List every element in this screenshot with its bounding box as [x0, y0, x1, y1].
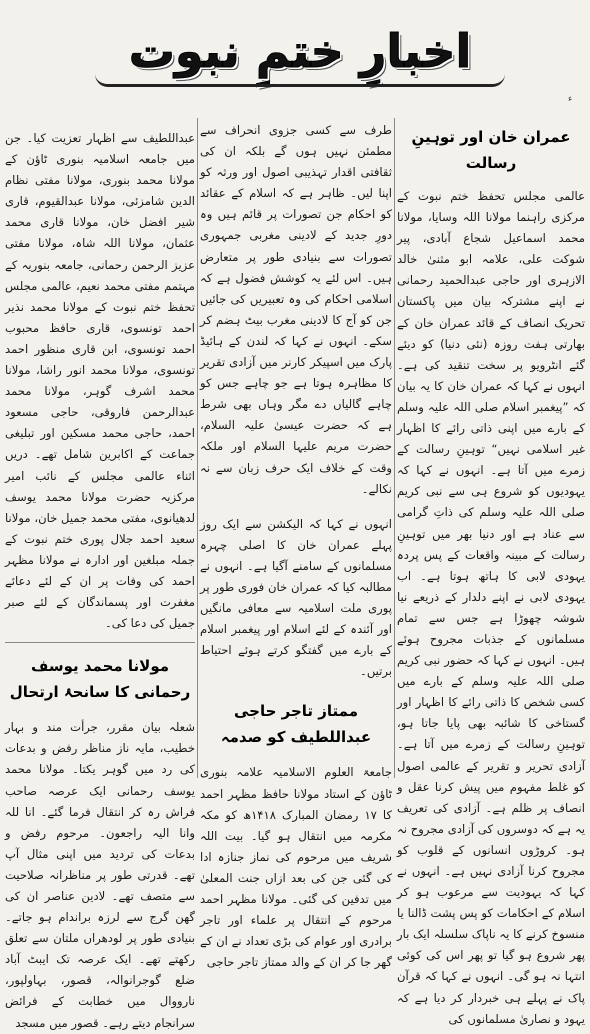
masthead-title: اخبارِ ختمِ نبوت — [128, 24, 472, 78]
column-left — [5, 128, 195, 1030]
article-body: عبداللطیف سے اظہار تعزیت کیا۔ جن میں جامعہ اسلامیہ بنوری ٹاؤن کے مولانا محمد بنوری، مولانا مفتی نظام الدین شامزئی، مولانا عبدالقیوم، قاری شیر افضل خان، مولانا قاری محمد عثمان، مولانا اللہ شاہ، مولانا مفتی عزیز الرحمن رحمانی، جامعہ بنوریہ کے مہتمم مفتی محمد نعیم، عالمی مجلس تحفظ ختم نبوت کے مولانا محمد نذیر احمد تونسوی، قاری حافظ محبوب احمد تونسوی، ابن قاری منظور احمد تونسوی، مولانا محمد انور راشا، مولانا محمد اشرف گوہر، مولانا محمد عبدالرحمن فاروقی، حاجی مسعود احمد، حاجی محمد مسکین اور تبلیغی جماعت کے اکابرین شامل تھے۔ دریں اثناء عالمی مجلس کے نائب امیر مرکزیہ حضرت مولانا محمد یوسف لدھیانوی، مفتی محمد جمیل خان، مولانا سعید احمد جلال پوری ختم نبوت کے جملہ مبلغین اور ادارہ نے مولانا مظہر احمد کی وفات پر ان کے لئے دعائے مغفرت اور پسماندگان کے لئے صبر جمیل کی دعا کی۔ — [5, 131, 195, 631]
page-mark: ء — [568, 94, 573, 104]
column-middle — [200, 120, 392, 970]
article-body: جامعۃ العلوم الاسلامیہ علامہ بنوری ٹاؤن کے استاد مولانا حافظ مظہر احمد کا ۱۷ رمضان المبارک ۱۴۱۸ھ کو مکہ مکرمہ میں انتقال ہو گیا۔ بیت اللہ شریف میں مرحوم کی نماز جنازہ ادا کی گئی جن کی بعد ازاں جنت المعلیٰ میں تدفین کی گئی۔ مولانا مظہر احمد مرحوم کے انتقال پر علماء اور تاجر برادری اور عوام کی بڑی تعداد نے ان کے گھر جا کر ان کے والد ممتاز تاجر حاجی — [200, 765, 392, 970]
masthead-underline — [95, 74, 505, 87]
article-body: طرف سے کسی جزوی انحراف سے مطمئن نہیں ہوں گے بلکہ ان کی ثقافتی اقدار تہذیبی اصول اور ورثہ کو اپنا لیں۔ ظاہر ہے کہ اسلام کے عقائد کو احکام جن تصورات پر قائم ہیں وہ دورِ جدید کے لادینی مغربی جمہوری تصورات سے بنیادی طور پر متعارض ہیں۔ اس لئے یہ کوشش فضول ہے کہ اسلامی احکام کی وہ تعبیریں کی جائیں جن کو آج کا لادینی مغرب بیٹ ہضم کر سکے۔ انہوں نے کہا کہ لندن کے ہائیڈ پارک میں اسپیکر کارنر میں آزادی تقریر کا مظاہرہ ہوتا ہے جو چاہے جس کو چاہے گالیاں دے مگر وہاں بھی شرط ہے کہ حضرت عیسیٰ علیہ السلام، حضرت مریم علیہا السلام اور ملکہ وقت کے خلاف ایک حرف زبان سے نہ نکالے۔ — [200, 123, 392, 496]
section-divider — [5, 642, 195, 643]
article-body: عالمی مجلس تحفظ ختم نبوت کے مرکزی راہنما مولانا اللہ وسایا، مولانا محمد اسماعیل شجاع آبادی، پیر شوکت علی، علامہ ابو مثنیٰ خالد الازہری اور حاجی عبدالحمید رحمانی نے اپنے مشترکہ بیان میں پاکستان تحریک انصاف کے قائد عمران خان کے بھارتی ہفت روزہ (نئی دنیا) کو دیئے گئے انٹرویو پر سخت تنقید کی ہے۔ انہوں نے کہا کہ عمران خان کا یہ بیان کہ ”پیغمبر اسلام صلی اللہ علیہ وسلم کے بارے میں اپنی ذاتی رائے کا اظہار غیر اسلامی نہیں“ توہینِ رسالت کے زمرے میں آتا ہے۔ انہوں نے کہا کہ یہودیوں کو شروع ہی سے نبی کریم صلی اللہ علیہ وسلم کی ذاتِ گرامی سے عناد ہے اور دنیا بھر میں توہینِ رسالت کے مبینہ واقعات کے پس پردہ یہودی لابی کا ہاتھ ہوتا ہے۔ اب یہودی لابی نے اپنے دلدار کے ذریعے نیا شوشہ چھوڑا ہے جس سے تمام مسلمانوں کے جذبات مجروح ہوئے ہیں۔ انہوں نے کہا کہ حضور نبی کریم صلی اللہ علیہ وسلم کے بارے میں کسی شخص کا ذاتی رائے کا اظہار اور گستاخی کا شائبہ بھی پایا جاتا ہو، توہینِ رسالت کے زمرے میں آتا ہے۔ آزادی تحریر و تقریر کے عالمی اصول کو غلط مفہوم میں پیش کرنا عقل و انصاف پر ظلم ہے۔ آزادی کی تعریف یہ ہے کہ دوسروں کی آزادی مجروح نہ ہو۔ کروڑوں انسانوں کے قلوب کو مجروح کرنا آزادی نہیں ہے۔ انہوں نے کہا کہ یہودیت سے مرعوب ہو کر اسلام کے احکامات کو پس پشت ڈالنا یا منسوخ کرنے کا یہ ناپاک سلسلہ ایک بار پھر شروع ہو گیا تو پھر اس کی کوئی انتہا نہ ہو گی۔ انہوں نے کہا کہ قرآن پاک نے پہلے ہی خبردار کر دیا ہے کہ یہود و نصاریٰ مسلمانوں کی — [397, 189, 585, 1026]
masthead — [95, 12, 505, 90]
article-headline: عمران خان اور توہینِ رسالت — [411, 128, 571, 172]
article-body: شعلہ بیان مقرر، جرأت مند و بہار خطیب، مایہ ناز مناظر رفض و بدعات کی رد میں گوہر یکتا۔ مولانا محمد یوسف رحمانی ایک عرصہ صاحب فراش رہ کر انتقال فرما گئے۔ انا للہ وانا الیہ راجعون۔ مرحوم رفض و بدعات کی تردید میں اپنی مثال آپ تھے۔ قدرتی طور پر مناظرانہ صلاحیت سے متصف تھے۔ لادین عناصر ان کی گھن گرج سے لرزہ براندام ہو جاتے۔ بنیادی طور پر لودھراں ملتان سے تعلق رکھتے تھے۔ ایک عرصہ تک ایبٹ آباد ضلع گوجرانوالہ، قصور، بہاولپور، نارووال میں خطابت کے فرائض سرانجام دیتے رہے۔ قصور میں مسجد — [5, 720, 195, 1030]
column-divider — [197, 118, 198, 778]
column-right — [397, 118, 585, 1026]
article-headline: ممتاز تاجر حاجی عبداللطیف کو صدمہ — [220, 702, 372, 747]
article-body: انہوں نے کہا کہ الیکشن سے ایک روز پہلے عمران خان کا اصلی چہرہ مسلمانوں کے سامنے آگیا ہے۔ انہوں نے مطالبہ کیا کہ عمران خان فوری طور پر پوری ملت اسلامیہ سے معافی مانگیں اور آئندہ کے لئے اسلام اور پیغمبر اسلام کے بارے میں گفتگو کرتے ہوئے احتیاط برتیں۔ — [200, 516, 392, 679]
article-headline: مولانا محمد یوسف رحمانی کا سانحۂ ارتحال — [9, 657, 191, 702]
column-divider — [394, 118, 395, 778]
